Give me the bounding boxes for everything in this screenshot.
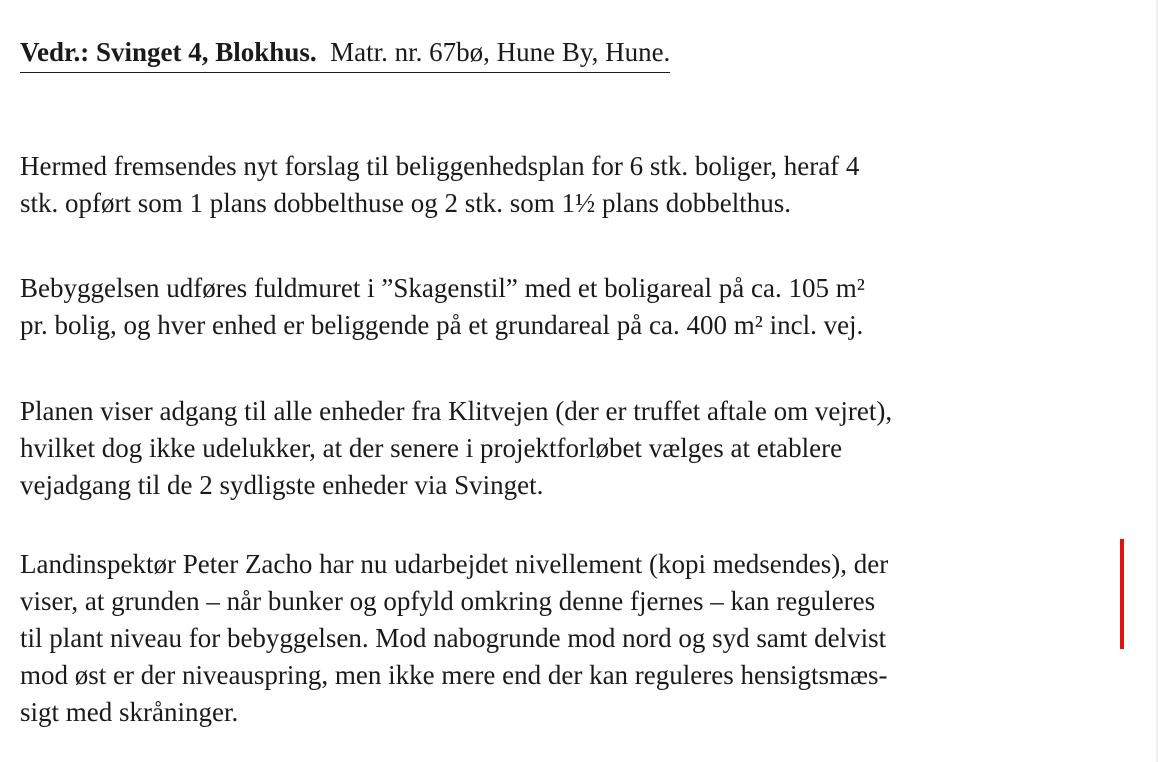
paragraph-4 (20, 546, 1110, 731)
subject-heading-matrikel: Matr. nr. 67bø, Hune By, Hune. (330, 37, 671, 67)
text-line: mod øst er der niveauspring, men ikke mere end der kan reguleres hensigtsmæs- (20, 660, 888, 690)
text-line: Planen viser adgang til alle enheder fra Klitvejen (der er truffet aftale om vejret), (20, 396, 893, 426)
text-line: pr. bolig, og hver enhed er beliggende på et grundareal på ca. 400 m² incl. vej. (20, 310, 864, 340)
text-line: Hermed fremsendes nyt forslag til beliggenhedsplan for 6 stk. boliger, heraf 4 (20, 151, 860, 181)
text-line: sigt med skråninger. (20, 697, 239, 727)
subject-heading (20, 32, 670, 73)
text-line: til plant niveau for bebyggelsen. Mod nabogrunde mod nord og syd samt delvist (20, 623, 887, 653)
text-line: Landinspektør Peter Zacho har nu udarbejdet nivellement (kopi medsendes), der (20, 549, 889, 579)
text-line: viser, at grunden – når bunker og opfyld omkring denne fjernes – kan reguleres (20, 586, 876, 616)
text-line: hvilket dog ikke udelukker, at der senere i projektforløbet vælges at etablere (20, 433, 843, 463)
text-line: stk. opført som 1 plans dobbelthuse og 2 stk. som 1½ plans dobbelthus. (20, 188, 791, 218)
red-margin-mark (1120, 539, 1124, 649)
paragraph-2 (20, 270, 1110, 344)
paragraph-1 (20, 148, 1110, 222)
subject-heading-bold: Vedr.: Svinget 4, Blokhus. (20, 37, 317, 67)
text-line: vejadgang til de 2 sydligste enheder via Svinget. (20, 470, 544, 500)
paragraph-3 (20, 393, 1110, 504)
text-line: Bebyggelsen udføres fuldmuret i ”Skagenstil” med et boligareal på ca. 105 m² (20, 273, 865, 303)
